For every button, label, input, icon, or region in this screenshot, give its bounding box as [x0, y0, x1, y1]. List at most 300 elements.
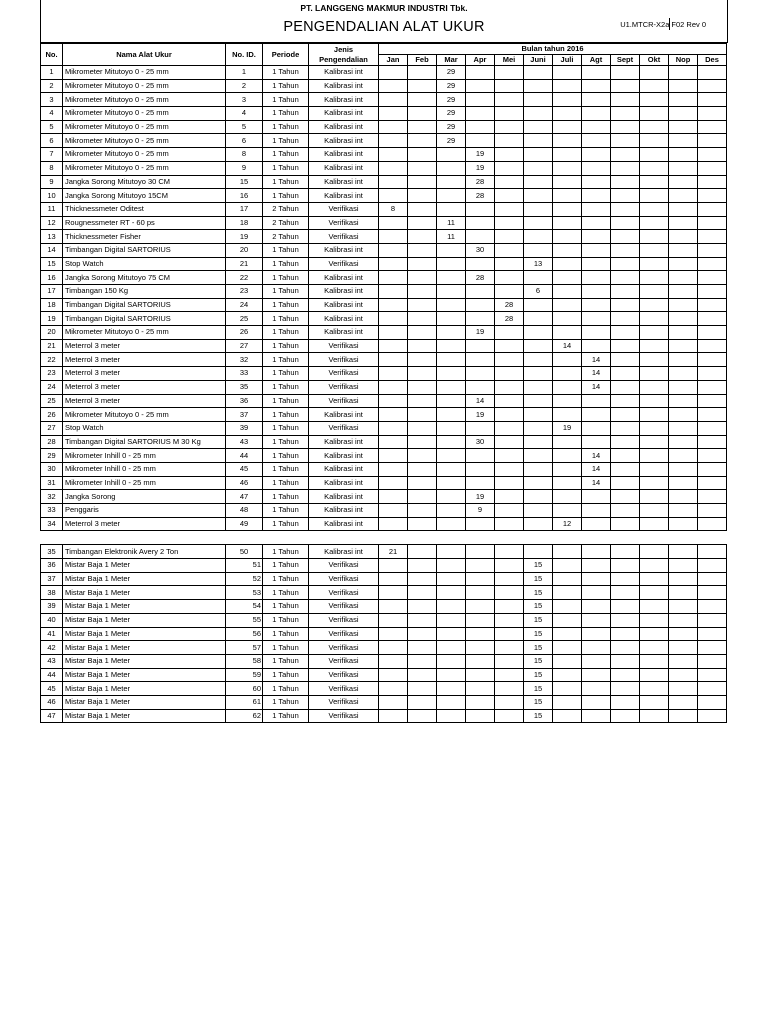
- cell-month: 29: [437, 93, 466, 107]
- cell-month: [495, 572, 524, 586]
- cell-id: 48: [226, 504, 263, 518]
- cell-jenis: Verifikasi: [309, 668, 379, 682]
- cell-jenis: Verifikasi: [309, 586, 379, 600]
- cell-month: [466, 682, 495, 696]
- cell-month: [640, 216, 669, 230]
- cell-month: [495, 490, 524, 504]
- cell-instrument-name: Mistar Baja 1 Meter: [63, 709, 226, 723]
- table-row: [41, 586, 727, 600]
- cell-month: [669, 517, 698, 531]
- cell-month: 13: [524, 257, 553, 271]
- cell-month: [408, 435, 437, 449]
- cell-month: [379, 285, 408, 299]
- table-row: [41, 394, 727, 408]
- cell-month: [582, 517, 611, 531]
- cell-month: [466, 66, 495, 80]
- cell-id: 51: [226, 559, 263, 573]
- cell-month: [669, 161, 698, 175]
- cell-month: [524, 271, 553, 285]
- cell-month: [582, 641, 611, 655]
- cell-month: [698, 490, 727, 504]
- cell-month: [495, 175, 524, 189]
- cell-month: [495, 476, 524, 490]
- cell-month: [408, 312, 437, 326]
- table-row: [41, 312, 727, 326]
- cell-month: [379, 353, 408, 367]
- cell-id: 46: [226, 476, 263, 490]
- cell-month: [698, 641, 727, 655]
- cell-month: [379, 695, 408, 709]
- cell-month: [379, 216, 408, 230]
- cell-month: [524, 394, 553, 408]
- cell-month: [408, 107, 437, 121]
- cell-month: [640, 107, 669, 121]
- cell-month: [466, 257, 495, 271]
- cell-month: [437, 517, 466, 531]
- cell-month: [582, 216, 611, 230]
- cell-periode: 2 Tahun: [263, 216, 309, 230]
- cell-periode: 1 Tahun: [263, 353, 309, 367]
- cell-month: [669, 79, 698, 93]
- cell-periode: 1 Tahun: [263, 79, 309, 93]
- cell-month: [611, 189, 640, 203]
- cell-month: 19: [466, 408, 495, 422]
- cell-month: [611, 298, 640, 312]
- cell-id: 17: [226, 202, 263, 216]
- cell-month: 14: [553, 339, 582, 353]
- cell-month: [640, 504, 669, 518]
- cell-month: [408, 517, 437, 531]
- cell-month: 14: [582, 476, 611, 490]
- cell-month: [698, 517, 727, 531]
- cell-id: 20: [226, 243, 263, 257]
- cell-month: [379, 572, 408, 586]
- cell-jenis: Verifikasi: [309, 257, 379, 271]
- cell-jenis: Verifikasi: [309, 559, 379, 573]
- cell-month: 15: [524, 709, 553, 723]
- cell-month: [582, 709, 611, 723]
- cell-id: 26: [226, 326, 263, 340]
- table-row: [41, 93, 727, 107]
- cell-month: [408, 257, 437, 271]
- cell-month: [640, 189, 669, 203]
- cell-month: [437, 243, 466, 257]
- cell-periode: 1 Tahun: [263, 243, 309, 257]
- cell-month: [669, 421, 698, 435]
- cell-month: [669, 120, 698, 134]
- cell-month: [553, 613, 582, 627]
- cell-month: [553, 586, 582, 600]
- cell-no: 11: [41, 202, 63, 216]
- cell-month: [466, 339, 495, 353]
- cell-month: [640, 202, 669, 216]
- cell-month: [408, 559, 437, 573]
- cell-month: [698, 134, 727, 148]
- cell-id: 4: [226, 107, 263, 121]
- cell-month: [611, 641, 640, 655]
- cell-no: 1: [41, 66, 63, 80]
- cell-month: [524, 93, 553, 107]
- cell-month: [466, 79, 495, 93]
- cell-month: [524, 66, 553, 80]
- cell-month: [466, 380, 495, 394]
- cell-periode: 1 Tahun: [263, 600, 309, 614]
- cell-jenis: Kalibrasi int: [309, 312, 379, 326]
- cell-jenis: Kalibrasi int: [309, 243, 379, 257]
- cell-id: 45: [226, 462, 263, 476]
- cell-month: [640, 79, 669, 93]
- cell-id: 23: [226, 285, 263, 299]
- cell-periode: 1 Tahun: [263, 559, 309, 573]
- cell-month: [495, 107, 524, 121]
- header-name: Nama Alat Ukur: [63, 44, 226, 66]
- cell-month: [698, 202, 727, 216]
- document-header: [40, 0, 728, 43]
- cell-month: [466, 298, 495, 312]
- cell-month: [437, 408, 466, 422]
- cell-month: [553, 668, 582, 682]
- cell-month: 29: [437, 66, 466, 80]
- cell-jenis: Verifikasi: [309, 695, 379, 709]
- cell-month: [669, 435, 698, 449]
- cell-month: [553, 175, 582, 189]
- cell-month: [553, 627, 582, 641]
- cell-instrument-name: Mikrometer Inhill 0 - 25 mm: [63, 462, 226, 476]
- cell-month: [437, 189, 466, 203]
- cell-month: 19: [466, 326, 495, 340]
- cell-jenis: Kalibrasi int: [309, 462, 379, 476]
- cell-month: [669, 682, 698, 696]
- cell-month: [553, 134, 582, 148]
- cell-month: [495, 695, 524, 709]
- cell-no: 37: [41, 572, 63, 586]
- table-row: [41, 243, 727, 257]
- table-row: [41, 189, 727, 203]
- cell-month: [669, 654, 698, 668]
- cell-no: 29: [41, 449, 63, 463]
- cell-month: 14: [582, 367, 611, 381]
- month-header: Okt: [640, 55, 669, 66]
- cell-month: [640, 367, 669, 381]
- cell-month: [582, 654, 611, 668]
- cell-month: [408, 490, 437, 504]
- cell-month: [437, 339, 466, 353]
- cell-month: [698, 380, 727, 394]
- cell-month: [640, 326, 669, 340]
- cell-month: [611, 285, 640, 299]
- cell-instrument-name: Mistar Baja 1 Meter: [63, 641, 226, 655]
- cell-month: [698, 189, 727, 203]
- cell-month: [698, 421, 727, 435]
- table-row: [41, 367, 727, 381]
- cell-month: [524, 517, 553, 531]
- cell-month: [437, 559, 466, 573]
- cell-month: [495, 216, 524, 230]
- cell-month: [669, 353, 698, 367]
- cell-id: 16: [226, 189, 263, 203]
- cell-month: [524, 545, 553, 559]
- company-name: PT. LANGGENG MAKMUR INDUSTRI Tbk.: [300, 3, 468, 13]
- cell-month: [611, 600, 640, 614]
- cell-month: [408, 709, 437, 723]
- cell-month: [640, 586, 669, 600]
- cell-month: [466, 93, 495, 107]
- cell-no: 10: [41, 189, 63, 203]
- cell-no: 7: [41, 148, 63, 162]
- cell-instrument-name: Mikrometer Mitutoyo 0 - 25 mm: [63, 326, 226, 340]
- cell-month: [640, 600, 669, 614]
- cell-month: [669, 148, 698, 162]
- cell-id: 22: [226, 271, 263, 285]
- cell-month: [669, 107, 698, 121]
- cell-id: 24: [226, 298, 263, 312]
- cell-jenis: Kalibrasi int: [309, 504, 379, 518]
- cell-month: [669, 312, 698, 326]
- cell-month: [466, 202, 495, 216]
- cell-month: [495, 408, 524, 422]
- cell-month: [553, 285, 582, 299]
- cell-periode: 1 Tahun: [263, 586, 309, 600]
- cell-month: [437, 490, 466, 504]
- cell-jenis: Kalibrasi int: [309, 66, 379, 80]
- cell-month: [553, 682, 582, 696]
- calibration-sheet: [40, 0, 727, 723]
- cell-month: [408, 627, 437, 641]
- table-row: [41, 161, 727, 175]
- header-periode: Periode: [263, 44, 309, 66]
- cell-month: [495, 230, 524, 244]
- cell-no: 41: [41, 627, 63, 641]
- cell-id: 1: [226, 66, 263, 80]
- cell-month: [669, 668, 698, 682]
- cell-jenis: Verifikasi: [309, 394, 379, 408]
- table-row: [41, 79, 727, 93]
- cell-month: [553, 559, 582, 573]
- cell-month: [524, 189, 553, 203]
- table-row: [41, 107, 727, 121]
- cell-instrument-name: Meterrol 3 meter: [63, 339, 226, 353]
- cell-periode: 1 Tahun: [263, 613, 309, 627]
- cell-month: [495, 668, 524, 682]
- cell-month: [553, 271, 582, 285]
- cell-no: 40: [41, 613, 63, 627]
- cell-month: [611, 271, 640, 285]
- cell-month: 14: [582, 449, 611, 463]
- cell-month: [408, 641, 437, 655]
- cell-no: 16: [41, 271, 63, 285]
- cell-month: [408, 545, 437, 559]
- cell-month: 30: [466, 243, 495, 257]
- cell-month: [437, 572, 466, 586]
- cell-month: [669, 462, 698, 476]
- cell-month: [495, 189, 524, 203]
- cell-month: [582, 93, 611, 107]
- cell-month: [698, 257, 727, 271]
- cell-instrument-name: Mikrometer Mitutoyo 0 - 25 mm: [63, 79, 226, 93]
- month-header: Mar: [437, 55, 466, 66]
- cell-month: [495, 545, 524, 559]
- cell-month: [408, 408, 437, 422]
- cell-periode: 1 Tahun: [263, 148, 309, 162]
- table-body-secondary: [41, 545, 727, 723]
- cell-month: [379, 408, 408, 422]
- cell-month: [582, 271, 611, 285]
- cell-no: 8: [41, 161, 63, 175]
- cell-month: 15: [524, 695, 553, 709]
- cell-month: [611, 517, 640, 531]
- month-header: Jan: [379, 55, 408, 66]
- cell-month: [379, 504, 408, 518]
- cell-month: [524, 298, 553, 312]
- cell-periode: 1 Tahun: [263, 312, 309, 326]
- cell-jenis: Verifikasi: [309, 682, 379, 696]
- cell-no: 27: [41, 421, 63, 435]
- cell-month: [698, 120, 727, 134]
- cell-instrument-name: Timbangan Digital SARTORIUS M 30 Kg: [63, 435, 226, 449]
- cell-jenis: Verifikasi: [309, 572, 379, 586]
- cell-jenis: Kalibrasi int: [309, 298, 379, 312]
- cell-month: [379, 298, 408, 312]
- cell-month: [582, 298, 611, 312]
- cell-month: [466, 421, 495, 435]
- cell-periode: 1 Tahun: [263, 394, 309, 408]
- cell-month: [553, 545, 582, 559]
- cell-month: [524, 216, 553, 230]
- table-row: [41, 695, 727, 709]
- cell-month: [379, 600, 408, 614]
- cell-month: [495, 394, 524, 408]
- cell-instrument-name: Mistar Baja 1 Meter: [63, 586, 226, 600]
- cell-instrument-name: Stop Watch: [63, 257, 226, 271]
- cell-month: [437, 257, 466, 271]
- cell-month: [379, 257, 408, 271]
- cell-month: [466, 449, 495, 463]
- cell-periode: 1 Tahun: [263, 641, 309, 655]
- cell-month: 19: [466, 161, 495, 175]
- cell-month: [582, 668, 611, 682]
- cell-month: [611, 559, 640, 573]
- cell-month: [698, 175, 727, 189]
- cell-month: [669, 202, 698, 216]
- cell-month: [466, 216, 495, 230]
- cell-month: [582, 408, 611, 422]
- cell-jenis: Kalibrasi int: [309, 120, 379, 134]
- cell-periode: 1 Tahun: [263, 107, 309, 121]
- cell-month: [669, 380, 698, 394]
- cell-month: [466, 559, 495, 573]
- cell-periode: 1 Tahun: [263, 668, 309, 682]
- cell-month: [698, 326, 727, 340]
- table-row: [41, 134, 727, 148]
- cell-month: [408, 175, 437, 189]
- cell-periode: 2 Tahun: [263, 230, 309, 244]
- cell-month: [379, 367, 408, 381]
- cell-month: [669, 600, 698, 614]
- cell-month: [553, 161, 582, 175]
- cell-month: [524, 353, 553, 367]
- cell-month: [669, 367, 698, 381]
- cell-month: [611, 586, 640, 600]
- cell-month: [640, 695, 669, 709]
- cell-month: 14: [582, 380, 611, 394]
- cell-month: [640, 654, 669, 668]
- cell-month: [408, 271, 437, 285]
- cell-month: [640, 421, 669, 435]
- cell-month: [611, 107, 640, 121]
- cell-month: [553, 353, 582, 367]
- cell-month: [669, 572, 698, 586]
- cell-month: [379, 339, 408, 353]
- cell-periode: 1 Tahun: [263, 695, 309, 709]
- cell-month: [437, 654, 466, 668]
- cell-month: [669, 613, 698, 627]
- cell-month: [640, 285, 669, 299]
- cell-month: [698, 462, 727, 476]
- cell-periode: 1 Tahun: [263, 175, 309, 189]
- cell-month: [611, 339, 640, 353]
- cell-no: 21: [41, 339, 63, 353]
- cell-month: [698, 668, 727, 682]
- cell-id: 5: [226, 120, 263, 134]
- cell-month: [437, 613, 466, 627]
- cell-month: [698, 367, 727, 381]
- cell-month: [495, 326, 524, 340]
- instrument-table-secondary: [40, 544, 727, 723]
- cell-jenis: Verifikasi: [309, 641, 379, 655]
- cell-month: [379, 490, 408, 504]
- cell-month: [640, 120, 669, 134]
- cell-month: [611, 312, 640, 326]
- cell-month: [408, 339, 437, 353]
- cell-id: 18: [226, 216, 263, 230]
- cell-month: [437, 476, 466, 490]
- cell-month: [640, 66, 669, 80]
- cell-month: [611, 654, 640, 668]
- cell-month: [582, 613, 611, 627]
- cell-month: [437, 380, 466, 394]
- cell-month: [524, 134, 553, 148]
- cell-month: [669, 93, 698, 107]
- cell-jenis: Kalibrasi int: [309, 435, 379, 449]
- cell-periode: 1 Tahun: [263, 298, 309, 312]
- cell-no: 26: [41, 408, 63, 422]
- cell-month: [408, 462, 437, 476]
- cell-month: [553, 394, 582, 408]
- cell-month: [640, 559, 669, 573]
- cell-month: [437, 462, 466, 476]
- cell-month: [408, 449, 437, 463]
- cell-id: 3: [226, 93, 263, 107]
- cell-month: [437, 545, 466, 559]
- cell-month: [698, 148, 727, 162]
- cell-jenis: Kalibrasi int: [309, 326, 379, 340]
- cell-month: 15: [524, 572, 553, 586]
- table-row: [41, 641, 727, 655]
- cell-month: [611, 93, 640, 107]
- month-header: Agt: [582, 55, 611, 66]
- cell-month: [524, 243, 553, 257]
- cell-month: [466, 654, 495, 668]
- cell-jenis: Kalibrasi int: [309, 449, 379, 463]
- cell-instrument-name: Timbangan Digital SARTORIUS: [63, 312, 226, 326]
- cell-no: 34: [41, 517, 63, 531]
- cell-month: [611, 394, 640, 408]
- cell-month: [437, 326, 466, 340]
- cell-month: [408, 285, 437, 299]
- table-row: [41, 230, 727, 244]
- cell-month: 29: [437, 79, 466, 93]
- cell-month: [669, 490, 698, 504]
